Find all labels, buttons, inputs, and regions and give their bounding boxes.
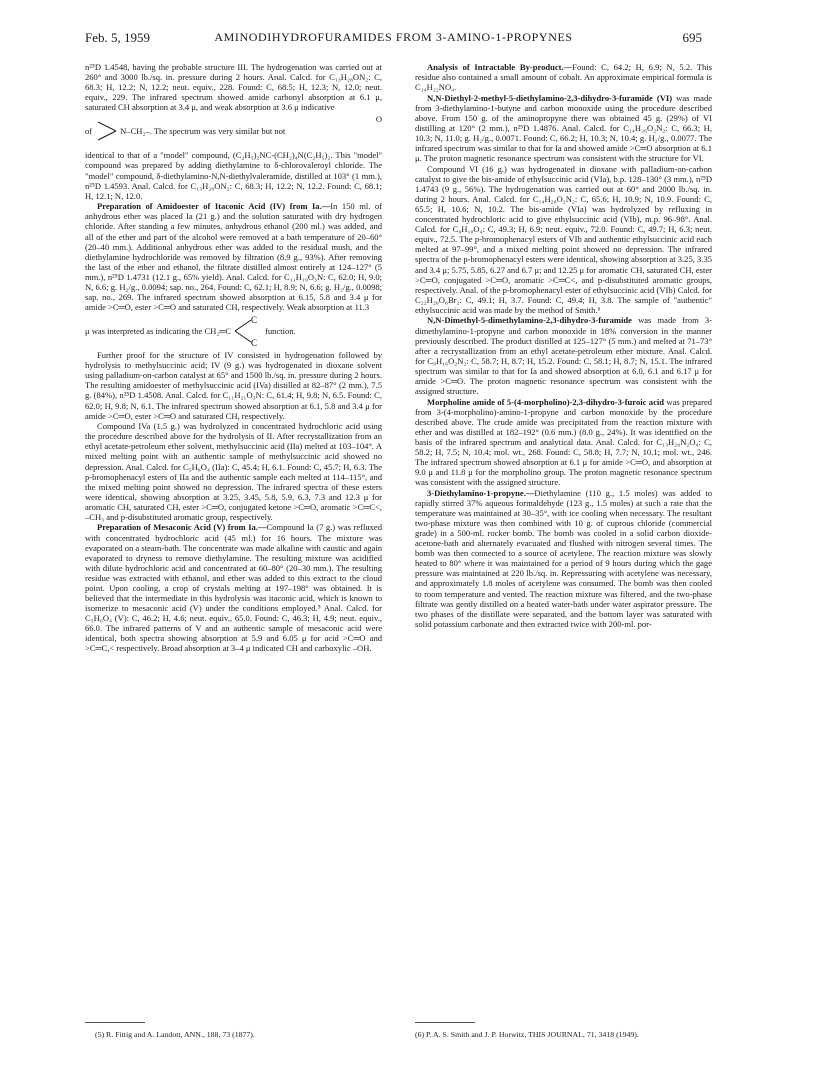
running-header	[85, 30, 702, 50]
page-number: 695	[682, 30, 702, 45]
structure-n-ch2	[85, 114, 382, 148]
paragraph	[415, 93, 712, 164]
paragraph-body: Diethylamine (110 g., 1.5 moles) was added to rapidly stirred 37% aqueous formaldehyde (123 g., 1.5 moles) at such a rate that the temperature was maintained at 30–35°, with ice cooling when necessary. The resultant two-phase mixture was then combined with 10 g. of cuprous chloride (commercial grade) in a 500-ml. rocker bomb. The bomb was cooled in a solid carbon dioxide-acetone-bath and alternately evacuated and flushed with nitrogen several times. The bomb was then connected to a source of acetylene. The reaction mixture was slowly heated to 80° where it was maintained for a period of 9 hours during which the gage pressure was maintained at 220 lb./sq. in. Repressuring with acetylene was necessary, and approximately 1.8 moles of acetylene was consumed. The bomb was then cooled to room temperature and vented. The reaction mixture was filtered, and the two-phase filtrate was gently distilled on a heated water-bath under water aspirator pressure. The two phases of the distillate were separated, and the bottom layer was saturated with solid potassium carbonate and then extracted twice with 200-ml. por-	[415, 487, 712, 629]
footnote-5: (5) R. Fittig and A. Landott, ANN., 188, 73 (1877).	[95, 1030, 255, 1039]
footnote-divider	[85, 1022, 145, 1023]
section-heading: Morpholine amide of 5-(4-morpholino)-2,3-dihydro-3-furoic acid	[427, 396, 664, 407]
left-column	[85, 62, 382, 654]
paragraph	[85, 522, 382, 653]
section-heading: N,N-Dimethyl-5-dimethylamino-2,3-dihydro-3-furamide	[427, 315, 632, 326]
paragraph-body: was made from 3-dimethylamino-1-propyne and carbon monoxide in 18% conversion in the manner previously described. The product distilled at 125–127° (5 mm.) and melted at 71–73° after a recrystallization from an ethyl acetate-petroleum ether mixture. Anal. Calcd. for C₉H₁₆O₂N₂: C, 58.7; H, 8.7; H, 15.2. Found: C, 58.1; H, 8.7; N, 15.1. The infrared spectrum was similar to that for Ia and showed absorption at 6.0, 6.1 and 6.17 μ for amide >C═O. The proton magnetic resonance spectrum was consistent with the assigned structure.	[415, 315, 712, 396]
paragraph	[415, 62, 712, 92]
footnote-6: (6) P. A. S. Smith and J. P. Horwitz, THIS JOURNAL, 71, 3418 (1949).	[415, 1030, 639, 1039]
paragraph: Compound IVa (1.5 g.) was hydrolyzed in concentrated hydrochloric acid using the procedure described above for the hydrolysis of II. After recrystallization from an ethyl acetate-petroleum ether solvent, methylsuccinic acid (IIa) melted at 103–104°. A mixed melting point with an authentic sample of methylsuccinic acid showed no depression. Anal. Calcd. for C₅H₈O₄ (IIa): C, 45.4; H, 6.1. Found: C, 45.7; H, 6.3. The p-bromophenacyl esters of IIa and the authentic sample each melted at 114–115°, and the mixed melting point showed no depression. The infrared spectra of these esters were identical, showing absorption at 3.25, 3.45, 5.8, 5.9, 6.3, 7.3 and 12.3 μ for aromatic CH, saturated CH, ester >C═O, conjugated ketone >C═O, aromatic >C═C<, –CH₃ and p-disubstituted aromatic group, respectively.	[85, 421, 382, 522]
structure-suffix: N–CH₂–. The spectrum was very similar but not	[120, 126, 286, 137]
paragraph: identical to that of a "model" compound, (C₂H₅)₂NC-(CH₂)₄N(C₂H₅)₂. This "model" compound was prepared by adding diethylamine to δ-chlorovaleroyl chloride. The "model" compound, δ-diethylamino-N,N-diethylvaleramide, distilled at 103° (1 mm.), n²⁵D 1.4593. Anal. Calcd. for C₁₃H₂₈ON₂: C, 68.3; H, 12.2; N, 12.2. Found: C, 68.1; H, 12.1; N, 12.0.	[85, 150, 382, 201]
section-heading: Preparation of Mesaconic Acid (V) from Ia.—	[97, 522, 267, 533]
paragraph	[415, 397, 712, 488]
structure-prefix: of	[85, 126, 93, 137]
methylene-structure-drawing	[231, 314, 265, 348]
structure-carbon-top: C	[251, 315, 258, 326]
section-heading: Analysis of Intractable By-product.—	[427, 62, 573, 72]
section-heading: 3-Diethylamino-1-propyne.—	[427, 487, 535, 498]
structure-prefix: μ was interpreted as indicating the CH₂═C	[85, 326, 232, 337]
structure-oxygen: O	[375, 114, 382, 125]
paragraph: Further proof for the structure of IV consisted in hydrogenation followed by hydrolysis to methylsuccinic acid; IV (9 g.) was hydrogenated in dioxane solvent using palladium-on-carbon catalyst at 65° and 1500 lb./sq. in. pressure during 2 hours. The resulting amidoester of methylsuccinic acid (IVa) distilled at 82–87° (2 mm.), 7.5 g. (84%), n²⁵D 1.4508. Anal. Calcd. for C₁₁H₂₁O₃N: C, 61.4; H, 9.8; N, 6.5. Found: C, 62.0; H, 9.8; N, 6.1. The infrared spectrum showed absorption at 6.1, 5.8 and 3.4 μ for amide >C═O, ester >C═O and saturated CH, respectively.	[85, 350, 382, 421]
paragraph: Compound VI (16 g.) was hydrogenated in dioxane with palladium-on-carbon catalyst to give the bis-amide of ethylsuccinic acid (VIa), b.p. 128–130° (3 mm.), n²⁵D 1.4743 (9 g., 56%). The hydrogenation was carried out at 60° and 2000 lb./sq. in. during 2 hours. Anal. Calcd. for C₁₄H₂₈O₂N₂: C, 65.6; H, 10.9; N, 10.9. Found: C, 65.5; H, 10.6; N, 10.2. The bis-amide (VIa) was hydrolyzed by refluxing in concentrated hydrochloric acid to give ethylsuccinic acid (VIb), m.p. 96–98°. Anal. Calcd. for C₆H₁₀O₄: C, 49.3; H, 6.9; neut. equiv., 72.0. Found: C, 49.7; H, 6.3; neut. equiv., 72.5. The p-bromophenacyl esters of VIb and authentic ethylsuccinic acid each melted at 97–99°, and a mixed melting point showed no depression. The infrared spectra of the p-bromophenacyl esters were identical, showing absorption at 3.25, 3.35 and 3.4 μ; 5.75, 5.85, 6.27 and 6.7 μ; and 12.25 μ for aromatic CH, saturated CH, ester >C═O, conjugated >C═O, aromatic >C═C<, and p-disubstituted aromatic groups, respectively. Anal. of the p-bromophenacyl ester of ethylsuccinic acid (VIb) Calcd. for C₂₂H₂₀O₆Br₂: C, 49.1; H, 3.7. Found: C, 49.4; H, 3.8. The sample of "authentic" ethylsuccinic acid was made by the method of Smith.⁶	[415, 163, 712, 315]
structure-carbon-bottom: C	[251, 338, 258, 349]
paragraph-body: was prepared from 3-(4-morpholino)-amino-1-propyne and carbon monoxide by the procedure described above. The crude amide was precipitated from the reaction mixture with ether and was distilled at 182–192° (0.6 mm.) (8.0 g., 24%). It was identified on the basis of the infrared spectrum and analytical data. Anal. Calcd. for C₁₃H₂₀N₂O₄: C, 58.2; H, 7.5; N, 10.4; mol. wt., 268. Found: C, 58.8; H, 7.7; N, 10.1; mol. wt., 246. The infrared spectrum showed absorption at 6.1 μ for amide >C═O, and absorption at 9.0 μ and 11.8 μ for the morpholino group. The proton magnetic resonance spectrum was consistent with the assigned structure.	[415, 396, 713, 488]
structure-suffix: function.	[265, 326, 296, 337]
paragraph	[415, 488, 712, 629]
n-bond-structure-drawing	[92, 116, 120, 146]
header-date: Feb. 5, 1959	[85, 30, 150, 45]
footnote-divider	[415, 1022, 475, 1023]
section-heading: Preparation of Amidoester of Itaconic Acid (IV) from Ia.—	[97, 201, 331, 212]
paragraph-body: Found: C, 64.2; H, 6.9; N, 5.2. This residue also contained a small amount of cobalt. An approximate empirical formula is C₁₄H₂₂NO₄.	[415, 62, 712, 93]
paragraph-body: Compound Ia (7 g.) was refluxed with concentrated hydrochloric acid (45 ml.) for 16 hours. The mixture was evaporated on a steam-bath. The concentrate was made alkaline with caustic and again evaporated to dryness to remove diethylamine. The resulting mixture was acidified with dilute hydrochloric acid and concentrated at 60–80° (20–30 mm.). The resulting residue was extracted with ethanol, and ether was added to this extract to the cloud point. Upon cooling, a crop of crystals melting at 197–198° was obtained. It is believed that the intermediate in this hydrolysis was itaconic acid, which is known to isomerize to mesaconic acid (V) under the conditions employed.⁵ Anal. Calcd. for C₅H₆O₄ (V): C, 46.2; H, 4.6; neut. equiv., 65.0. Found: C, 46.3; H, 4.9; neut. equiv., 66.0. The infrared patterns of V and an authentic sample of mesaconic acid were identical, both spectra showing absorption at 5.9 and 6.05 μ for acid >C═O and >C═C,< respectively. Broad absorption at 3–4 μ indicated CH and carboxylic –OH.	[85, 522, 383, 654]
paragraph: n²⁵D 1.4548, having the probable structure III. The hydrogenation was carried out at 260° and 3000 lb./sq. in. pressure during 2 hours. Anal. Calcd. for C₁₃H₂₈ON₂: C, 68.3; H, 12.2; N, 12.2; neut. equiv., 228. Found: C, 68.5; H, 12.3; N, 12.0; neut. equiv., 229. The infrared spectrum showed amide carbonyl absorption at 6.1 μ, saturated CH absorption at 3.4 μ, and weak absorption at 3.6 μ indicative	[85, 62, 382, 113]
section-heading: N,N-Diethyl-2-methyl-5-diethylamino-2,3-dihydro-3-furamide (VI)	[427, 92, 673, 103]
paragraph	[415, 315, 712, 396]
header-title: AMINODIHYDROFURAMIDES FROM 3-AMINO-1-PROPYNES	[214, 30, 573, 44]
paragraph	[85, 201, 382, 312]
paragraph-body: was made from 3-diethylamino-1-butyne and carbon monoxide using the procedure described above. From 150 g. of the aminopropyne there was obtained 45 g. (29%) of VI distilling at 120° (2 mm.), n²⁵D 1.4876. Anal. Calcd. for C₁₄H₂₆O₂N₂: C, 66.3; H, 10.3; N, 11.0; g. H₂/g., 0.0071. Found: C, 66.2; H, 10.3; N, 10.4; g. H₂/g., 0.0077. The infrared spectrum was similar to that for Ia and showed amide >C═O absorption at 6.1 μ. The proton magnetic resonance spectrum was consistent with the structure for VI.	[415, 92, 713, 164]
structure-ch2-c	[85, 314, 382, 348]
right-column	[415, 62, 712, 629]
paragraph-body: In 150 ml. of anhydrous ether was placed Ia (21 g.) and the solution saturated with dry hydrogen chloride. After standing a few minutes, anhydrous ethanol (200 ml.) was added, and all of the ether and part of the alcohol were removed at a bath temperature of 20–60° (20–40 mm.). Additional anhydrous ether was added to the residual mush, and the diethylamine hydrochloride was removed by filtration (8.9 g., 93%). After removing the last of the ether and ethanol, the filtrate distilled almost entirely at 124–127° (5 mm.), n²⁵D 1.4731 (12.1 g., 65% yield). Anal. Calcd. for C₁₁H₁₉O₃N: C, 62.0; H, 9.0; N, 6.6; g. H₂/g., 0.0094; sap. no., 264. Found: C, 62.1; H, 8.9; N, 6.6; g. H₂/g., 0.0098; sap. no., 269. The infrared spectrum showed absorption at 6.15, 5.8 and 3.4 μ for amide >C═O, ester >C═O and saturated CH, respectively. Weak absorption at 11.3	[85, 201, 382, 313]
